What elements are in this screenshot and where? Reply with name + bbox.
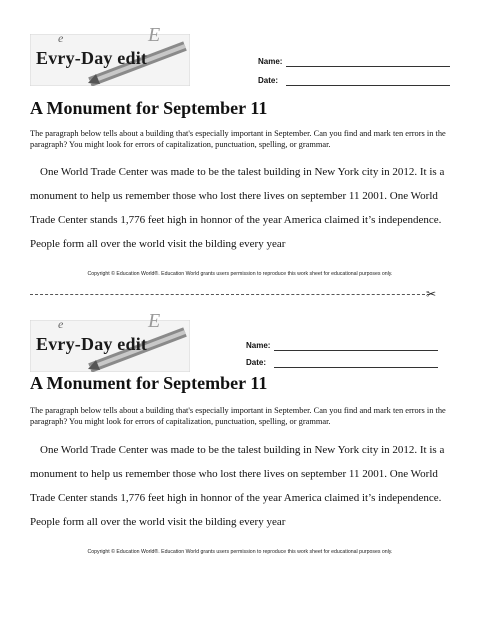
instructions: The paragraph below tells about a building that's especially important in September. Can you find and mark ten errors in the paragraph? You might look for errors of capitalization, punctuation, spelling, or grammar.	[30, 406, 446, 426]
date-label: Date:	[258, 76, 279, 85]
logo-big-e: E	[148, 310, 161, 332]
logo-small-e: e	[58, 317, 64, 331]
logo-text: Evry-Day edit	[36, 48, 148, 68]
worksheet-title: A Monument for September 11	[30, 98, 268, 118]
copyright-notice: Copyright © Education World®. Education World grants users permission to reproduce this work sheet for educational purposes only.	[87, 271, 393, 277]
evry-day-edit-logo	[30, 310, 190, 372]
name-field[interactable]	[274, 350, 438, 351]
edit-paragraph: One World Trade Center was made to be the talest building in New York city in 2012. It is a monument to help us remember those who lost there lives on september 11 2001. One World Trade Center stands 1,776 feet high in honnor of the year America claimed it’s independence. People form all over the world visit the bilding every year	[30, 166, 445, 250]
edit-paragraph: One World Trade Center was made to be the talest building in New York city in 2012. It is a monument to help us remember those who lost there lives on september 11 2001. One World Trade Center stands 1,776 feet high in honnor of the year America claimed it’s independence. People form all over the world visit the bilding every year	[30, 444, 445, 528]
logo-text: Evry-Day edit	[36, 334, 148, 354]
date-label: Date:	[246, 358, 267, 367]
logo-small-e: e	[58, 31, 64, 45]
scissors-icon: ✂	[426, 287, 437, 301]
name-label: Name:	[246, 341, 271, 350]
date-field[interactable]	[274, 367, 438, 368]
worksheet-title: A Monument for September 11	[30, 373, 268, 393]
logo-big-e: E	[148, 24, 161, 46]
name-label: Name:	[258, 57, 283, 66]
cut-line	[30, 294, 430, 295]
instructions: The paragraph below tells about a building that's especially important in September. Can you find and mark ten errors in the paragraph? You might look for errors of capitalization, punctuation, spelling, or grammar.	[30, 129, 446, 149]
copyright-notice: Copyright © Education World®. Education World grants users permission to reproduce this work sheet for educational purposes only.	[87, 549, 393, 555]
